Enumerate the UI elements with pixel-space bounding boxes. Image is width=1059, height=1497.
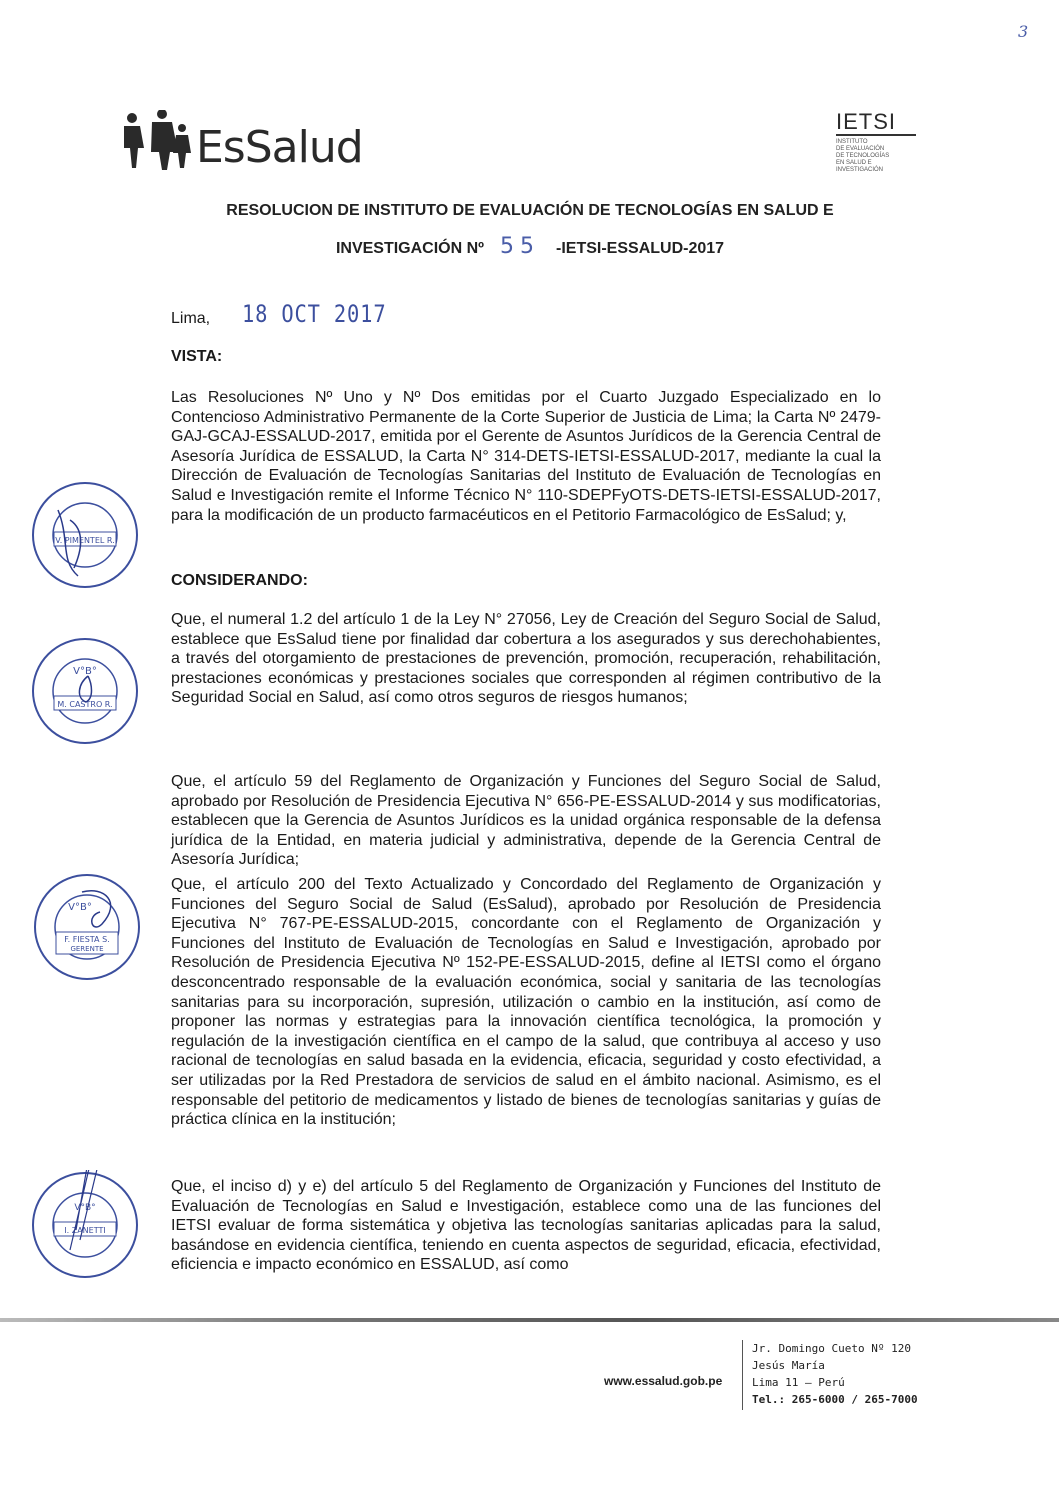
- approval-seal-icon: [30, 1170, 140, 1280]
- svg-text:F. FIESTA S.: F. FIESTA S.: [64, 935, 110, 944]
- resolution-title-line1: RESOLUCION DE INSTITUTO DE EVALUACIÓN DE TECNOLOGÍAS EN SALUD E: [226, 202, 834, 219]
- approval-seal-icon: [32, 872, 142, 982]
- svg-text:GERENTE: GERENTE: [70, 945, 104, 953]
- svg-text:M. CASTRO R.: M. CASTRO R.: [57, 700, 113, 709]
- svg-text:V°B°: V°B°: [74, 1203, 96, 1213]
- paragraph-considerando-3: Que, el artículo 200 del Texto Actualizado y Concordado del Reglamento de Organización y Funciones del Seguro Social de Salud (EsSalud), aprobado por Resolución de Presidencia Ejecutiva N° 767-PE-ESSALUD-2015, concordante con el Reglamento de Organización y Funciones del Instituto de Evaluación de Tecnologías en Salud e Investigación, aprobado por Resolución de Presidencia Ejecutiva Nº 152-PE-ESSALUD-2015, define al IETSI como el órgano desconcentrado responsable de la evaluación económica, social y sanitaria de las tecnologías sanitarias para su incorporación, supresión, utilización o cambio en la institución, así como de proponer las normas y estrategias para la innovación científica tecnológica, la promoción y regulación de la investigación científica en el campo de la salud, que contribuya al acceso y uso racional de tecnologías en salud basada en la evidencia, eficacia, seguridad y costo efectividad, a ser utilizadas por la Red Prestadora de servicios de salud en el ámbito nacional. Asimismo, es el responsable del petitorio de medicamentos y listado de bienes de tecnologías sanitarias y guías de práctica clínica en la institución;: [171, 876, 881, 1129]
- ietsi-label: IETSI: [836, 110, 916, 136]
- svg-text:V. PIMENTEL R.: V. PIMENTEL R.: [55, 536, 115, 545]
- svg-text:V°B°: V°B°: [68, 902, 92, 913]
- place-label: Lima,: [171, 310, 211, 327]
- paragraph-considerando-4: Que, el inciso d) y e) del artículo 5 del Reglamento de Organización y Funciones del Instituto de Evaluación de Tecnologías en Salud e Investigación, establece como una de las funciones del IETSI evaluar de forma sistemática y objetiva las tecnologías sanitarias aplicadas para la salud, basándose en evidencia científica, teniendo en cuenta aspectos de seguridad, eficacia, efectividad, eficiencia e impacto económico en ESSALUD, así como: [171, 1178, 881, 1274]
- date-stamp: 18 OCT 2017: [242, 300, 387, 328]
- footer-separator: [742, 1340, 743, 1410]
- paragraph-considerando-1: Que, el numeral 1.2 del artículo 1 de la Ley N° 27056, Ley de Creación del Seguro Social de Salud, establece que EsSalud tiene por finalidad dar cobertura a los asegurados y sus derechohabientes, a través del otorgamiento de prestaciones de prevención, promoción, recuperación, rehabilitación, prestaciones económicas y prestaciones sociales que corresponden al régimen contributivo de la Seguridad Social en Salud, así como otros seguros de riesgos humanos;: [171, 611, 881, 707]
- page-number: 3: [1018, 22, 1029, 41]
- footer-address: Jr. Domingo Cueto Nº 120 Jesús María Lima 11 – Perú Tel.: 265-6000 / 265-7000: [752, 1342, 918, 1406]
- section-considerando: CONSIDERANDO:: [171, 572, 308, 589]
- footer-website: www.essalud.gob.pe: [604, 1374, 723, 1388]
- approval-seal-icon: [30, 636, 140, 746]
- ietsi-logo: [836, 110, 916, 174]
- resolution-title-line2: INVESTIGACIÓN Nº 55 -IETSI-ESSALUD-2017: [335, 234, 725, 259]
- section-vista: VISTA:: [171, 348, 223, 365]
- svg-text:I. ZANETTI: I. ZANETTI: [64, 1226, 106, 1235]
- approval-seal-icon: [30, 480, 140, 590]
- svg-text:V°B°: V°B°: [73, 666, 97, 677]
- ietsi-subtext: INSTITUTO DE EVALUACIÓN DE TECNOLOGÍAS EN SALUD E INVESTIGACIÓN: [836, 139, 890, 173]
- essalud-logo-text: EsSalud: [196, 122, 363, 173]
- paragraph-vista: Las Resoluciones Nº Uno y Nº Dos emitidas por el Cuarto Juzgado Especializado en lo Contencioso Administrativo Permanente de la Corte Superior de Justicia de Lima; la Carta Nº 2479-GAJ-GCAJ-ESSALUD-2017, emitida por el Gerente de Asuntos Jurídicos de la Gerencia Central de Asesoría Jurídica de ESSALUD, la Carta N° 314-DETS-IETSI-ESSALUD-2017, mediante la cual la Dirección de Evaluación de Tecnologías Sanitarias del Instituto de Evaluación de Tecnologías en Salud e Investigación remite el Informe Técnico N° 110-SDEPFyOTS-DETS-IETSI-ESSALUD-2017, para la modificación de un producto farmacéuticos en el Petitorio Farmacológico de EsSalud; y,: [171, 389, 881, 524]
- paragraph-considerando-2: Que, el artículo 59 del Reglamento de Organización y Funciones del Seguro Social de Salud, aprobado por Resolución de Presidencia Ejecutiva N° 656-PE-ESSALUD-2014 y sus modificatorias, establecen que la Gerencia de Asuntos Jurídicos es la unidad orgánica responsable de la defensa jurídica de la Entidad, en materia judicial y administrativa, depende de la Gerencia Central de Asesoría Jurídica;: [171, 773, 881, 869]
- resolution-number: 55: [500, 234, 541, 259]
- footer-divider: [0, 1318, 1059, 1322]
